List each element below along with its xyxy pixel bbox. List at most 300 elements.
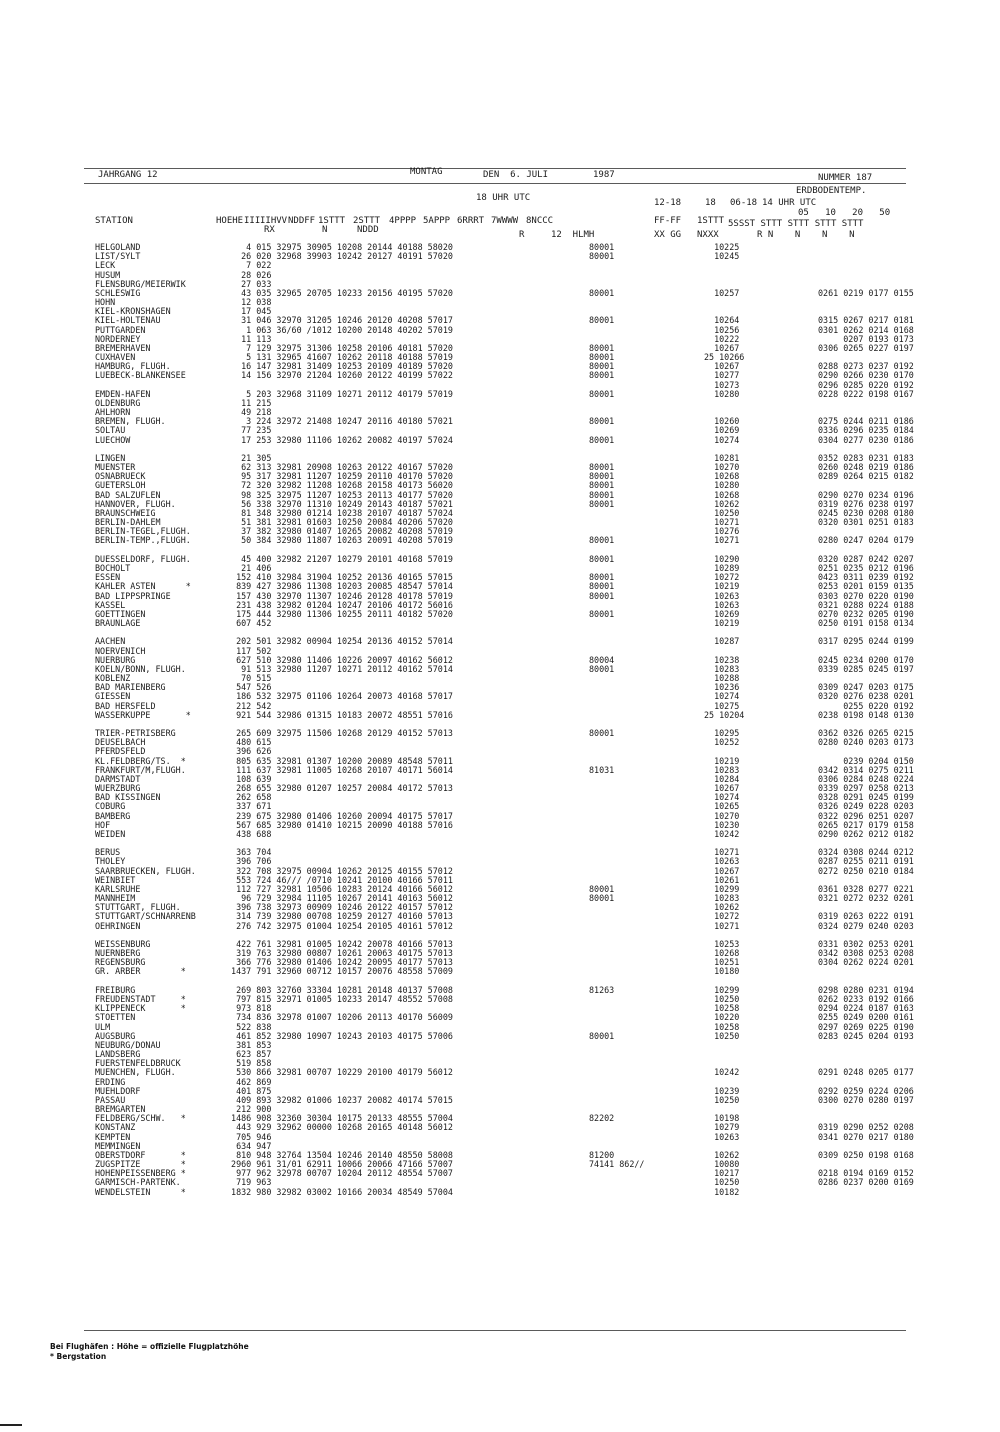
- soil-temps: 0304 0262 0224 0201: [818, 957, 914, 968]
- soil-temps: 0265 0217 0179 0158: [818, 819, 914, 830]
- synop-groups: 152 410 32984 31904 10252 20136 40165 57015: [226, 572, 453, 583]
- station-name: LUEBECK-BLANKENSEE: [95, 370, 186, 381]
- rain-group: 80001: [589, 1030, 615, 1041]
- extreme-temps: 10236: [704, 682, 740, 693]
- extreme-temps: 10268: [704, 948, 740, 959]
- soil-temps: 0294 0224 0187 0163: [818, 1003, 914, 1014]
- station-name: GIESSEN: [95, 691, 131, 702]
- station-name: KAHLER ASTEN *: [95, 581, 191, 592]
- soil-temps: 0306 0284 0248 0224: [818, 773, 914, 784]
- synop-groups: 49 218: [226, 407, 272, 418]
- synop-groups: 77 235: [226, 425, 272, 436]
- rain-group: 80001: [589, 251, 615, 262]
- extreme-temps: 10080: [704, 1159, 740, 1169]
- soil-temps: 0326 0249 0228 0203: [818, 801, 914, 812]
- extreme-temps: 10263: [704, 590, 740, 601]
- soil-temps: 0342 0314 0275 0211: [818, 764, 914, 775]
- synop-groups: 1437 791 32960 00712 10157 20076 48558 57009: [226, 966, 453, 977]
- ffff-heading: FF-FF: [654, 216, 682, 226]
- synop-groups: 21 305: [226, 452, 272, 463]
- hr14-heading: 14 UHR UTC: [762, 198, 817, 208]
- soil-temps: 0300 0270 0280 0197: [818, 1094, 914, 1105]
- iii-heading: III: [244, 216, 261, 226]
- synop-groups: 461 852 32980 10907 10243 20103 40175 57006: [226, 1030, 453, 1041]
- station-name: HOHENPEISSENBERG *: [95, 1168, 186, 1179]
- extreme-temps: 10263: [704, 599, 740, 610]
- extreme-temps: 10262: [704, 1149, 740, 1160]
- soil-temps: 0207 0193 0173: [818, 333, 914, 344]
- station-name: STUTTGART/SCHNARRENB: [95, 911, 196, 922]
- soil-temps: 0245 0234 0200 0170: [818, 654, 914, 665]
- extreme-temps: 10242: [704, 828, 740, 839]
- synop-groups: 202 501 32982 00904 10254 20136 40152 57014: [226, 636, 453, 647]
- rnnnn-heading: R N N N N: [757, 230, 855, 240]
- soil-temps: 0280 0247 0204 0179: [818, 535, 914, 546]
- extreme-temps: 10265: [704, 801, 740, 812]
- soil-temps: 0260 0248 0219 0186: [818, 462, 914, 473]
- synop-groups: 810 948 32764 13504 10246 20140 48550 58008: [226, 1149, 453, 1160]
- stt1-heading: 1STTT: [697, 216, 725, 226]
- synop-groups: 438 688: [226, 828, 272, 839]
- rain-group: 80001: [589, 893, 615, 904]
- soil-temps: 0339 0297 0258 0213: [818, 783, 914, 793]
- extreme-temps: 10225: [704, 242, 740, 252]
- station-name: ULM: [95, 1021, 111, 1032]
- extreme-temps: 10263: [704, 856, 740, 867]
- synop-groups: 719 963: [226, 1177, 272, 1188]
- soil-temps: 0301 0262 0214 0168: [818, 324, 914, 335]
- synop-groups: 422 761 32981 01005 10242 20078 40166 57013: [226, 938, 453, 949]
- synop-groups: 322 708 32975 00904 10262 20125 40155 57012: [226, 865, 453, 876]
- hoehe-heading: HOEHE: [216, 216, 244, 226]
- extreme-temps: 10252: [704, 737, 740, 748]
- rain-group: 80001: [589, 242, 615, 252]
- rain-group: 80001: [589, 462, 615, 473]
- synop-groups: 81 348 32980 01214 10238 20107 40187 57024: [226, 507, 453, 518]
- group5-heading: 5APPP: [423, 216, 451, 226]
- extreme-temps: 10281: [704, 452, 740, 463]
- extreme-temps: 10219: [704, 618, 740, 628]
- station-name: HOF: [95, 819, 111, 830]
- synop-groups: 21 406: [226, 563, 272, 573]
- iihvv-heading: IIHVV: [260, 216, 288, 226]
- soil-temps: 0286 0237 0200 0169: [818, 1177, 914, 1188]
- station-name: BAMBERG: [95, 810, 131, 821]
- synop-groups: 396 706: [226, 856, 272, 867]
- synop-groups: 401 875: [226, 1085, 272, 1096]
- soil-temps: 0255 0220 0192: [818, 700, 914, 711]
- synop-groups: 70 515: [226, 673, 272, 683]
- station-name: DUESSELDORF, FLUGH.: [95, 553, 191, 564]
- synop-groups: 239 675 32980 01406 10260 20094 40175 57017: [226, 810, 453, 821]
- synop-groups: 50 384 32980 11807 10263 20091 40208 57019: [226, 535, 453, 546]
- extreme-temps: 10271: [704, 847, 740, 858]
- extreme-temps: 10257: [704, 287, 740, 298]
- station-name: BERLIN-DAHLEM: [95, 517, 161, 528]
- obs-time-heading: 18 UHR UTC: [476, 193, 531, 203]
- extreme-temps: 10284: [704, 773, 740, 784]
- extreme-temps: 10273: [704, 379, 740, 390]
- extreme-temps: 10274: [704, 691, 740, 702]
- extreme-temps: 10283: [704, 663, 740, 674]
- station-name: BERUS: [95, 847, 121, 858]
- rain-group: 80001: [589, 370, 615, 381]
- station-name: HELGOLAND: [95, 242, 141, 252]
- synop-groups: 319 763 32980 00807 10261 20063 40175 57013: [226, 948, 453, 959]
- station-name: WEIDEN: [95, 828, 126, 839]
- soil-temps: 0361 0328 0277 0221: [818, 883, 914, 894]
- station-name: MANNHEIM: [95, 893, 136, 904]
- station-name: THOLEY: [95, 856, 126, 867]
- soil-temps: 0287 0255 0211 0191: [818, 856, 914, 867]
- soil-temps: 0228 0222 0198 0167: [818, 388, 914, 399]
- station-name: KL.FELDBERG/TS. *: [95, 755, 186, 766]
- station-name: TRIER-PETRISBERG: [95, 728, 176, 738]
- station-name: BRAUNLAGE: [95, 618, 141, 628]
- rain-group: 82202: [589, 1113, 615, 1124]
- synop-groups: 7 129 32975 31306 10258 20106 40181 57020: [226, 342, 453, 353]
- extreme-temps: 10220: [704, 1012, 740, 1023]
- station-name: ZUGSPITZE *: [95, 1159, 186, 1169]
- synop-groups: 363 704: [226, 847, 272, 858]
- station-name: OSNABRUECK: [95, 471, 146, 482]
- soil-temps: 0218 0194 0169 0152: [818, 1168, 914, 1179]
- station-name: BAD MARIENBERG: [95, 682, 166, 693]
- soil-temps: 0290 0262 0212 0182: [818, 828, 914, 839]
- r-heading: R: [519, 230, 525, 240]
- station-name: HAMBURG, FLUGH.: [95, 361, 171, 372]
- soil-temps: 0342 0308 0253 0208: [818, 948, 914, 959]
- station-name: BAD KISSINGEN: [95, 792, 161, 803]
- rain-group: 80001: [589, 388, 615, 399]
- station-name: WASSERKUPPE *: [95, 709, 191, 720]
- soil-temps: 0341 0270 0217 0180: [818, 1131, 914, 1142]
- station-name: COBURG: [95, 801, 126, 812]
- group6-heading: 6RRRT: [457, 216, 485, 226]
- synop-groups: 3 224 32972 21408 10247 20116 40180 57021: [226, 416, 453, 427]
- synop-groups: 108 639: [226, 773, 272, 784]
- soil-temps: 0290 0266 0230 0170: [818, 370, 914, 381]
- station-name: STUTTGART, FLUGH.: [95, 902, 181, 913]
- synop-groups: 157 430 32970 11307 10246 20128 40178 57019: [226, 590, 453, 601]
- station-name: BOCHOLT: [95, 563, 131, 573]
- station-name: FLENSBURG/MEIERWIK: [95, 278, 186, 289]
- synop-groups: 269 803 32760 33304 10281 20148 40137 57008: [226, 984, 453, 995]
- extreme-temps: 10242: [704, 1067, 740, 1078]
- extreme-temps: 10279: [704, 1122, 740, 1133]
- station-name: LECK: [95, 260, 116, 271]
- synop-groups: 366 776 32980 01406 10242 20095 40177 57013: [226, 957, 453, 968]
- soil-temps: 0309 0250 0198 0168: [818, 1149, 914, 1160]
- hlmh-heading: 12 HLMH: [551, 230, 595, 240]
- rain-group: 80001: [589, 590, 615, 601]
- extreme-temps: 10239: [704, 1085, 740, 1096]
- extreme-temps: 10271: [704, 535, 740, 546]
- station-name: KLIPPENECK *: [95, 1003, 186, 1014]
- synop-groups: 268 655 32980 01207 10257 20084 40172 57013: [226, 783, 453, 793]
- synop-groups: 117 502: [226, 645, 272, 656]
- rain-group: 80001: [589, 352, 615, 362]
- station-name: FRANKFURT/M,FLUGH.: [95, 764, 186, 775]
- extreme-temps: 10289: [704, 563, 740, 573]
- synop-groups: 14 156 32970 21204 10260 20122 40199 57022: [226, 370, 453, 381]
- station-name: OEHRINGEN: [95, 920, 141, 931]
- top-rule: [84, 168, 906, 169]
- station-name: CUXHAVEN: [95, 352, 136, 362]
- synop-groups: 16 147 32981 31409 10253 20109 40189 57020: [226, 361, 453, 372]
- extreme-temps: 10268: [704, 489, 740, 500]
- group7-heading: 7WWWW: [491, 216, 519, 226]
- rain-group: 80001: [589, 489, 615, 500]
- rain-group: 80001: [589, 572, 615, 583]
- extreme-temps: 10250: [704, 1030, 740, 1041]
- synop-groups: 231 438 32982 01204 10247 20106 40172 56016: [226, 599, 453, 610]
- station-name: BERLIN-TEGEL,FLUGH.: [95, 526, 191, 537]
- soil-temps: 0272 0250 0210 0184: [818, 865, 914, 876]
- extreme-temps: 10217: [704, 1168, 740, 1179]
- soil-temps: 0304 0277 0230 0186: [818, 434, 914, 445]
- synop-groups: 462 869: [226, 1076, 272, 1087]
- extreme-temps: 10198: [704, 1113, 740, 1124]
- extreme-temps: 10287: [704, 636, 740, 647]
- synop-groups: 5 203 32968 31109 10271 20112 40179 57019: [226, 388, 453, 399]
- rain-group: 80001: [589, 416, 615, 427]
- station-name: WENDELSTEIN *: [95, 1186, 186, 1197]
- soil-temps: 0253 0201 0159 0135: [818, 581, 914, 592]
- rain-group: 80001: [589, 434, 615, 445]
- station-name: FUERSTENFELDBRUCK: [95, 1058, 181, 1069]
- soil-temps: 0320 0276 0238 0201: [818, 691, 914, 702]
- extreme-temps: 10280: [704, 480, 740, 491]
- soil-temps: 0352 0283 0231 0183: [818, 452, 914, 463]
- station-name: KIEL-HOLTENAU: [95, 315, 161, 326]
- station-name: FREIBURG: [95, 984, 136, 995]
- extreme-temps: 10277: [704, 370, 740, 381]
- synop-groups: 91 513 32980 11207 10271 20112 40162 57014: [226, 663, 453, 674]
- station-name: BERLIN-TEMP.,FLUGH.: [95, 535, 191, 546]
- extreme-temps: 10288: [704, 673, 740, 683]
- soil-temps: 0306 0265 0227 0197: [818, 342, 914, 353]
- station-name: BREMGARTEN: [95, 1104, 146, 1114]
- station-name: KASSEL: [95, 599, 126, 610]
- synop-groups: 2960 961 31/01 62911 10066 20066 47166 57007: [226, 1159, 453, 1169]
- soil-temps: 0255 0249 0200 0161: [818, 1012, 914, 1023]
- group1-heading: 1STTT: [318, 216, 346, 226]
- synop-groups: 314 739 32980 00708 10259 20127 40160 57013: [226, 911, 453, 922]
- synop-groups: 409 893 32982 01006 10237 20082 40174 57015: [226, 1094, 453, 1105]
- extreme-temps: 25 10204: [704, 709, 745, 720]
- rain-group: 81031: [589, 764, 615, 775]
- synop-groups: 11 215: [226, 397, 272, 408]
- rain-group: 74141 862//: [589, 1159, 645, 1169]
- extreme-temps: 10250: [704, 1094, 740, 1105]
- station-name: NUERBURG: [95, 654, 136, 665]
- station-name: MEMMINGEN: [95, 1140, 141, 1151]
- station-name: WEISSENBURG: [95, 938, 151, 949]
- rain-group: 80001: [589, 553, 615, 564]
- extreme-temps: 10250: [704, 993, 740, 1004]
- soil-temps: 0288 0273 0237 0192: [818, 361, 914, 372]
- extreme-temps: 25 10266: [704, 352, 745, 362]
- scan-edge-mark: [0, 1424, 22, 1426]
- synop-groups: 26 020 32968 39903 10242 20127 40191 57020: [226, 251, 453, 262]
- soil-temps: 0245 0230 0208 0180: [818, 507, 914, 518]
- soil-temps: 0331 0302 0253 0201: [818, 938, 914, 949]
- extreme-temps: 10256: [704, 324, 740, 335]
- synop-groups: 175 444 32980 11306 10255 20111 40182 57020: [226, 608, 453, 619]
- group4-heading: 4PPPP: [389, 216, 417, 226]
- extreme-temps: 10258: [704, 1003, 740, 1014]
- rain-group: 80001: [589, 480, 615, 491]
- soil-temps: 0270 0232 0205 0190: [818, 608, 914, 619]
- soil-temps: 0251 0235 0212 0196: [818, 563, 914, 573]
- station-name: MUENSTER: [95, 462, 136, 473]
- synop-groups: 51 381 32981 01603 10250 20084 40206 57020: [226, 517, 453, 528]
- soil-temps: 0262 0233 0192 0166: [818, 993, 914, 1004]
- header-rule: [84, 183, 906, 184]
- synop-groups: 95 317 32981 11207 10259 20110 40170 57020: [226, 471, 453, 482]
- extreme-temps: 10250: [704, 507, 740, 518]
- extreme-temps: 10267: [704, 783, 740, 793]
- soil-temps: 0298 0280 0231 0194: [818, 984, 914, 995]
- station-name: GARMISCH-PARTENK.: [95, 1177, 181, 1188]
- synop-groups: 4 015 32975 30905 10208 20144 40188 58020: [226, 242, 453, 252]
- synop-groups: 607 452: [226, 618, 272, 628]
- synop-groups: 567 685 32980 01410 10215 20090 40188 57016: [226, 819, 453, 830]
- extreme-temps: 10182: [704, 1186, 740, 1197]
- soil-temps: 0296 0285 0220 0192: [818, 379, 914, 390]
- rain-group: 80001: [589, 883, 615, 894]
- synop-groups: 11 113: [226, 333, 272, 344]
- station-name: DARMSTADT: [95, 773, 141, 784]
- c12-18-heading: 12-18: [654, 198, 682, 208]
- soil-temps: 0315 0267 0217 0181: [818, 315, 914, 326]
- rain-group: 80001: [589, 535, 615, 546]
- synop-groups: 805 635 32981 01307 10200 20089 48548 57011: [226, 755, 453, 766]
- soil-temps: 0238 0198 0148 0130: [818, 709, 914, 720]
- station-name: NORDERNEY: [95, 333, 141, 344]
- weekday-label: MONTAG: [410, 167, 443, 177]
- station-name: DEUSELBACH: [95, 737, 146, 748]
- group2-heading: 2STTT: [353, 216, 381, 226]
- extreme-temps: 10283: [704, 893, 740, 904]
- extreme-temps: 10280: [704, 388, 740, 399]
- extreme-temps: 10276: [704, 526, 740, 537]
- soil-temps: 0423 0311 0239 0192: [818, 572, 914, 583]
- c06-18-heading: 06-18: [730, 198, 758, 208]
- station-name: LANDSBERG: [95, 1049, 141, 1059]
- extreme-temps: 10267: [704, 865, 740, 876]
- synop-groups: 212 900: [226, 1104, 272, 1114]
- station-name: MUEHLDORF: [95, 1085, 141, 1096]
- station-name: BRAUNSCHWEIG: [95, 507, 156, 518]
- soil-temps: 0362 0326 0265 0215: [818, 728, 914, 738]
- extreme-temps: 10180: [704, 966, 740, 977]
- synop-groups: 5 131 32965 41607 10262 20118 40188 57019: [226, 352, 453, 362]
- extreme-temps: 10261: [704, 874, 740, 885]
- synop-groups: 921 544 32986 01315 10183 20072 48551 57016: [226, 709, 453, 720]
- extreme-temps: 10219: [704, 755, 740, 766]
- synop-groups: 797 815 32971 01005 10233 20147 48552 57008: [226, 993, 453, 1004]
- rain-group: 80001: [589, 315, 615, 326]
- rain-group: 80001: [589, 663, 615, 674]
- soil-temps: 0297 0269 0225 0190: [818, 1021, 914, 1032]
- synop-groups: 45 400 32982 21207 10279 20101 40168 57019: [226, 553, 453, 564]
- station-name: BAD LIPPSPRINGE: [95, 590, 171, 601]
- date-label: DEN 6. JULI: [483, 170, 549, 180]
- synop-groups: 623 857: [226, 1049, 272, 1059]
- extreme-temps: 10283: [704, 764, 740, 775]
- extreme-temps: 10219: [704, 581, 740, 592]
- soil-temps: 0321 0272 0232 0201: [818, 893, 914, 904]
- n-heading: N: [322, 225, 328, 235]
- station-name: MUENCHEN, FLUGH.: [95, 1067, 176, 1078]
- extreme-temps: 10272: [704, 911, 740, 922]
- station-name: OBERSTDORF *: [95, 1149, 186, 1160]
- issue-number: NUMMER 187: [818, 173, 873, 183]
- synop-groups: 43 035 32965 20705 10233 20156 40195 57020: [226, 287, 453, 298]
- group8-heading: 8NCCC: [526, 216, 554, 226]
- volume-label: JAHRGANG 12: [98, 170, 158, 180]
- rain-group: 80001: [589, 728, 615, 738]
- station-name: AUGSBURG: [95, 1030, 136, 1041]
- sssst-heading: 5SSST STTT STTT STTT STTT: [728, 219, 864, 229]
- station-name: NUERNBERG: [95, 948, 141, 959]
- extreme-temps: 10299: [704, 883, 740, 894]
- extreme-temps: 10238: [704, 654, 740, 665]
- station-name: KIEL-KRONSHAGEN: [95, 306, 171, 317]
- station-name: HUSUM: [95, 269, 121, 280]
- extreme-temps: 10251: [704, 957, 740, 968]
- synop-groups: 396 626: [226, 746, 272, 757]
- synop-groups: 31 046 32970 31205 10246 20120 40208 57017: [226, 315, 453, 326]
- soil-temps: 0321 0288 0224 0188: [818, 599, 914, 610]
- station-name: STOETTEN: [95, 1012, 136, 1023]
- soil-temps: 0291 0248 0205 0177: [818, 1067, 914, 1078]
- extreme-temps: 10290: [704, 553, 740, 564]
- synop-groups: 396 738 32973 00909 10246 20122 40157 57012: [226, 902, 453, 913]
- station-name: WEINBIET: [95, 874, 136, 885]
- synop-groups: 734 836 32978 01007 10206 20113 40170 56009: [226, 1012, 453, 1023]
- soil-temps: 0319 0276 0238 0197: [818, 498, 914, 509]
- station-name: NEUBURG/DONAU: [95, 1039, 161, 1050]
- rain-group: 80004: [589, 654, 615, 665]
- synop-groups: 530 866 32981 00707 10229 20100 40179 56012: [226, 1067, 453, 1078]
- soil-temps: 0290 0270 0234 0196: [818, 489, 914, 500]
- rain-group: 80001: [589, 471, 615, 482]
- soil-temps: 0319 0263 0222 0191: [818, 911, 914, 922]
- soil-temps: 0239 0204 0150: [818, 755, 914, 766]
- station-name: KOELN/BONN, FLUGH.: [95, 663, 186, 674]
- synop-groups: 1486 908 32360 30304 10175 20133 48555 57004: [226, 1113, 453, 1124]
- extreme-temps: 10275: [704, 700, 740, 711]
- station-name: KARLSRUHE: [95, 883, 141, 894]
- extreme-temps: 10269: [704, 425, 740, 436]
- station-name: PUTTGARDEN: [95, 324, 146, 335]
- synop-groups: 112 727 32981 10506 10283 20124 40166 56012: [226, 883, 453, 894]
- soil-temps: 0322 0296 0251 0207: [818, 810, 914, 821]
- synop-groups: 443 929 32962 00000 10268 20165 40148 56012: [226, 1122, 453, 1133]
- station-name: FREUDENSTADT *: [95, 993, 186, 1004]
- extreme-temps: 10222: [704, 333, 740, 344]
- station-name: BAD SALZUFLEN: [95, 489, 161, 500]
- extreme-temps: 10264: [704, 315, 740, 326]
- extreme-temps: 10258: [704, 1021, 740, 1032]
- synop-groups: 17 045: [226, 306, 272, 317]
- extreme-temps: 10274: [704, 434, 740, 445]
- rain-group: 81263: [589, 984, 615, 995]
- station-name: REGENSBURG: [95, 957, 146, 968]
